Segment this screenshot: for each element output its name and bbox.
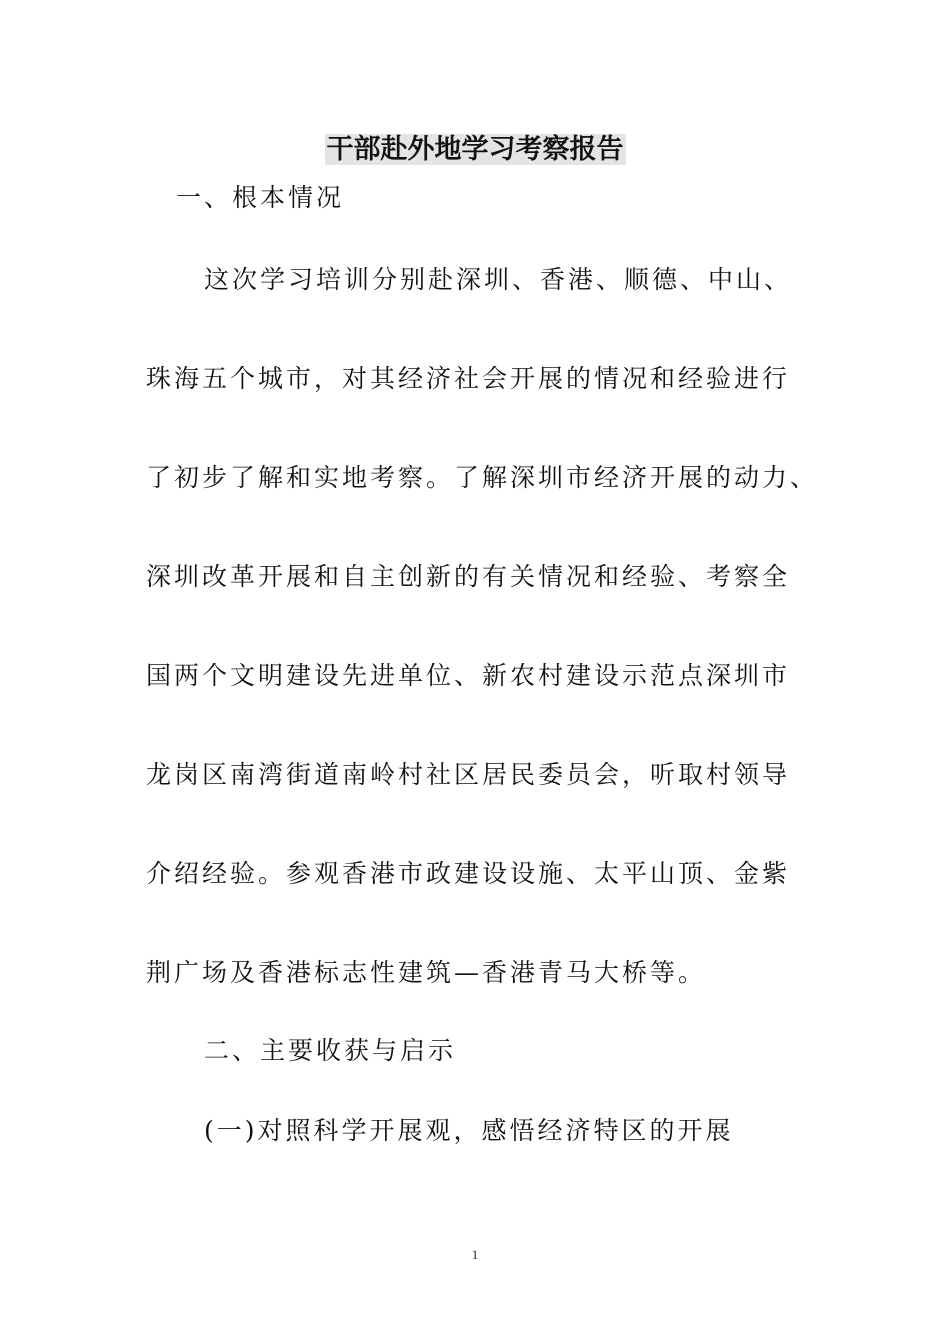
paragraph-line: 这次学习培训分别赴深圳、香港、顺德、中山、 — [204, 265, 793, 294]
paragraph-line: 荆广场及香港标志性建筑—香港青马大桥等。 — [146, 958, 707, 987]
paragraph-line: 珠海五个城市，对其经济社会开展的情况和经验进行 — [146, 364, 791, 393]
paragraph-line: 龙岗区南湾街道南岭村社区居民委员会，听取村领导 — [146, 760, 791, 789]
subsection-heading: (一)对照科学开展观，感悟经济特区的开展 — [204, 1116, 734, 1145]
paragraph-line: 介绍经验。参观香港市政建设设施、太平山顶、金紫 — [146, 859, 791, 888]
document-title — [0, 132, 950, 168]
page-number: 1 — [471, 1247, 479, 1262]
paragraph-line: 深圳改革开展和自主创新的有关情况和经验、考察全 — [146, 562, 791, 591]
section-heading: 一、根本情况 — [176, 183, 345, 212]
section-heading: 二、主要收获与启示 — [204, 1036, 457, 1065]
document-title-text: 干部赴外地学习考察报告 — [326, 134, 624, 165]
paragraph-line: 了初步了解和实地考察。了解深圳市经济开展的动力、 — [146, 463, 819, 492]
paragraph-line: 国两个文明建设先进单位、新农村建设示范点深圳市 — [146, 661, 791, 690]
